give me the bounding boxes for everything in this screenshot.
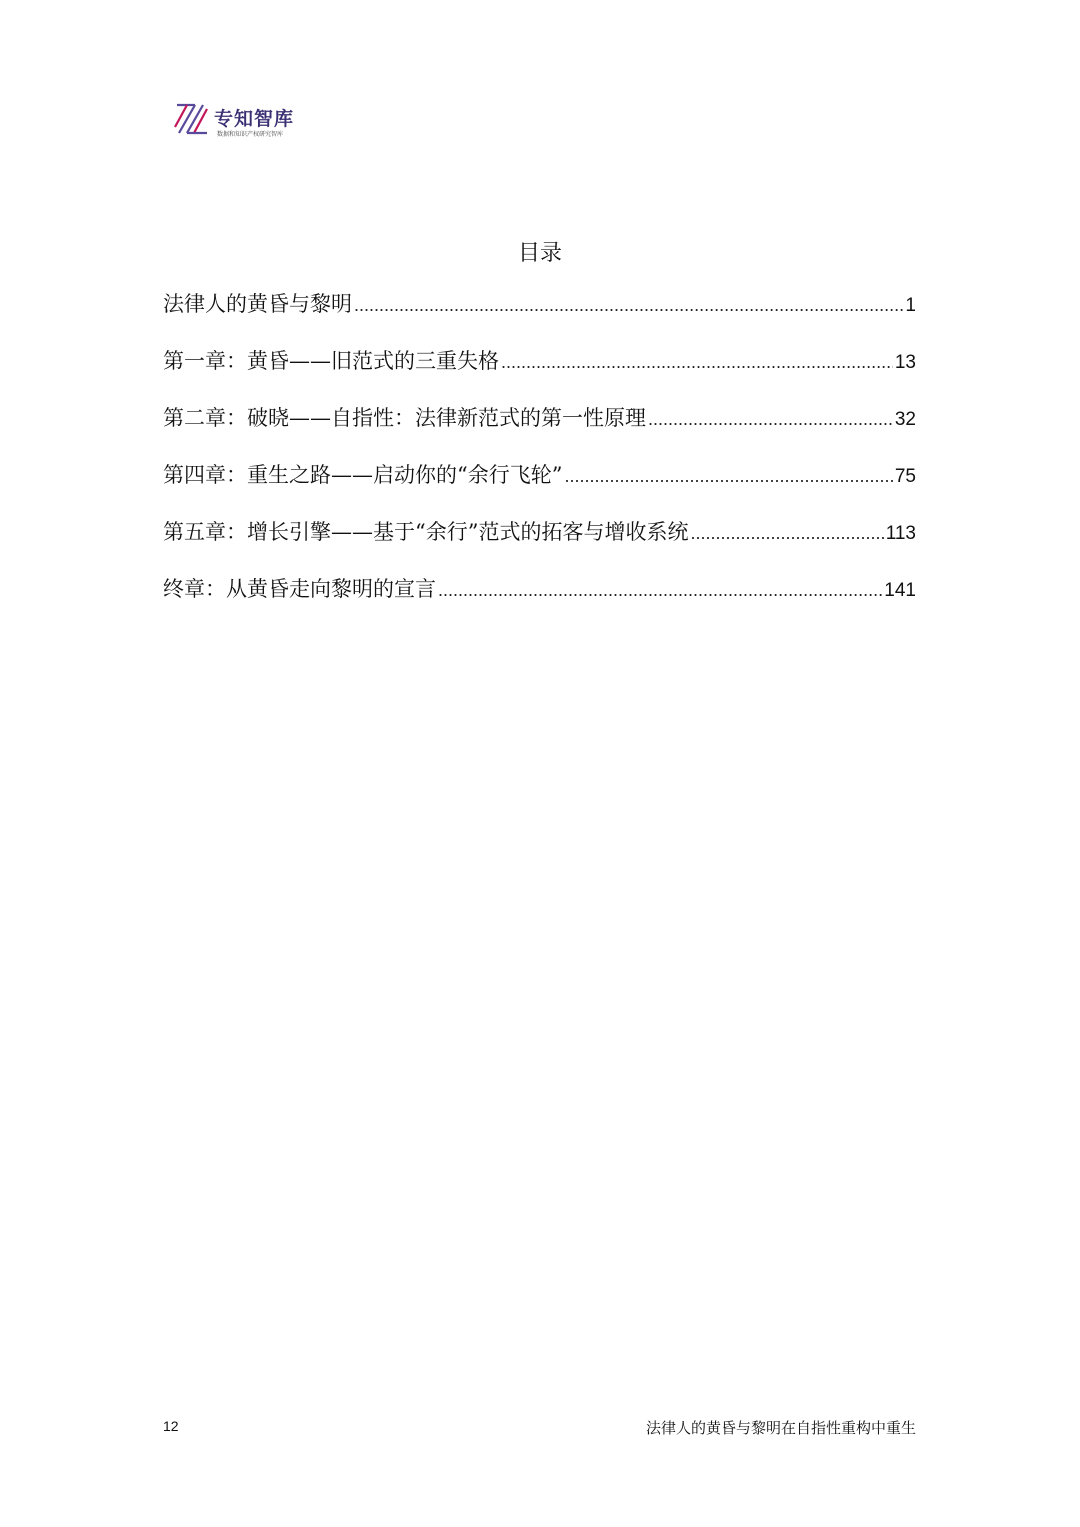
toc-dot-leader (501, 352, 893, 373)
toc-entry-page: 113 (885, 523, 916, 544)
logo-name: 专知智库 (214, 108, 295, 130)
toc-entry-page: 1 (905, 295, 916, 316)
toc-entry-page: 141 (884, 580, 916, 601)
toc-entry[interactable] (163, 573, 916, 630)
footer-page-number: 12 (163, 1418, 179, 1434)
toc-entry-title: 法律人的黄昏与黎明 (163, 292, 352, 316)
toc-entry-page: 13 (894, 352, 916, 373)
toc-dot-leader (354, 295, 903, 316)
toc-dot-leader (438, 580, 882, 601)
toc-entry-title: 第二章：破晓——自指性：法律新范式的第一性原理 (163, 406, 646, 430)
zhuanzhi-logo-icon (173, 100, 209, 136)
toc-dot-leader (564, 466, 892, 487)
table-of-contents (163, 288, 916, 630)
footer-running-title: 法律人的黄昏与黎明在自指性重构中重生 (645, 1419, 916, 1437)
toc-entry[interactable] (163, 516, 916, 573)
toc-entry[interactable] (163, 288, 916, 345)
toc-entry[interactable] (163, 459, 916, 516)
toc-entry[interactable] (163, 402, 916, 459)
toc-dot-leader (690, 523, 883, 544)
toc-entry-title: 第四章：重生之路——启动你的“余行飞轮” (163, 463, 563, 487)
toc-entry-page: 75 (894, 466, 916, 487)
logo-tagline: 数据和知识产权研究智库 (217, 131, 284, 138)
toc-title: 目录 (517, 241, 562, 266)
toc-entry-title: 终章：从黄昏走向黎明的宣言 (163, 577, 436, 601)
toc-dot-leader (648, 409, 893, 430)
toc-entry-title: 第一章：黄昏——旧范式的三重失格 (163, 349, 499, 373)
toc-entry-page: 32 (894, 409, 916, 430)
toc-entry[interactable] (163, 345, 916, 402)
toc-entry-title: 第五章：增长引擎——基于“余行”范式的拓客与增收系统 (163, 520, 689, 544)
